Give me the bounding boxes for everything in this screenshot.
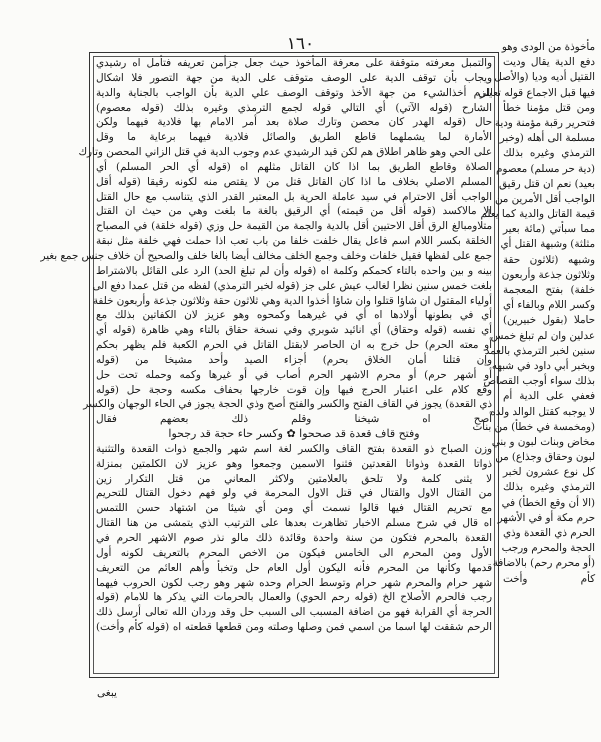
margin-line: الحجة والمحرم ورجب: [501, 542, 595, 555]
margin-line: كل نوع عشرون لخبر: [503, 466, 595, 479]
commentary-line: الشارح (قوله الآتي) أي التالي قوله لجمع الترمذي وغيره بذلك (قوله معصوم): [96, 101, 492, 114]
margin-line: مخاض وبنات لبون و بني: [491, 435, 595, 448]
page-number: ١٦٠: [286, 34, 315, 54]
margin-line: وكسر اللام وبالفاء أي: [503, 299, 595, 312]
commentary-line: وإن قتلنا أمان الخلاق بحرم) أجزاء الصيد وأحد مشيخا من (قوله: [96, 353, 492, 366]
margin-line: الحرم ذي القعدة وذي: [503, 527, 595, 539]
commentary-line: الأول ومن المحرم الى الخامس فيكون من الاخص المحرم بالتعريف لكونه أول: [96, 546, 492, 559]
commentary-line: أو معته الحرم) حل خرج به ان الحاصر لابقتل القاتل في الحرم الكعبة فلم يظهر بحكم: [96, 339, 492, 352]
margin-line: الترمذي وغيره بذلك: [503, 147, 595, 160]
commentary-line: متلاومبالغ الرق أقل الاحتيين أقل بالدية والجمة من القيمة حل وزي (قوله خلقة) في المصباح: [96, 220, 492, 233]
commentary-line: أي نفسه (قوله وحقاق) أي انائيد شوبري وفي نسخة حقاق بالتاء وهي ظاهرة (قوله أي: [96, 324, 492, 337]
commentary-line: ذي القعدة) يجوز في القاف الفتح والكسر والفتح أصح وذي الحجة يجوز في الحاء الوجهان والكسر: [83, 398, 492, 411]
margin-line: فيها قبل الاجماع قوله تعالى: [478, 86, 595, 99]
commentary-line: القعدة بالمحرم فتكون من سنة واحدة وقائدة ذلك مالو نذر صوم الاشهر الحرم في: [96, 532, 492, 544]
margin-line: سنين لخبر الترمذي بالعمد: [484, 344, 595, 357]
commentary-line: اه قال في شرح مسلم الاخبار تظاهرت بعدها على الترتيب الذي يتمشى من هنا القتال: [96, 517, 492, 530]
commentary-line: الخلقة بكسر اللام اسم فاعل يقال خلفت خلفا من باب تعب اذا حملت فهي خلفة مثل نبقة: [96, 235, 492, 248]
commentary-line: وزن الصباح ذو القعدة بفتح القاف والكسر لغة اسم شهر والجمع ذوات القعدة والتثنية: [96, 442, 492, 455]
commentary-line: أي في بطونها أولادها اه أي في غيرهما وكمحوه وهو عزيز لان الكفاتين بذلك مع: [96, 309, 492, 322]
margin-line: قيمة القاتل والدية كما يعلم: [480, 208, 595, 221]
commentary-line: مع تحريم القتال فيها قالوا نسمت أي ومن أي شيئا من اشتهاد حسن اللتمس: [96, 502, 492, 515]
catchword: يبغى: [97, 687, 117, 699]
commentary-line: الحرجة أي القرابة فهو من اضافة المسبب الى السبب حل وقد وردان الله تعالى أرسل ذلك: [96, 606, 492, 619]
commentary-line: ذواتا القعدة وذواتا القعدتين فثنوا الاسمين وجمعوا وهو عزيز لان الكلمتين بمنزلة: [96, 457, 492, 470]
commentary-line: جمع على لفظها فقيل خلفات وخلف وجمع الخلف مخالف أيضا بالغا خلف والصحيح أن خلاف جنس جمع بغير: [40, 249, 492, 262]
margin-line: مثلثة) وشبهة القتل أي: [500, 238, 595, 251]
commentary-line: قدمها وكأنها من المحرم فأنه اليكون أول العام حل وتخبأ وأهم العائم من التعريف: [96, 561, 492, 574]
commentary-line: ويجاب بأن توقف الدية على الوصف متوقف على الدية من جهة التصور فلا اشكال: [96, 71, 492, 84]
margin-line: فتحرير رقبة مؤمنة ودية: [494, 116, 595, 129]
commentary-line: أولياء المقتول ان شاؤا قتلوا وان شاؤا أخذوا الدية وهي ثلاثون حقة وثلاثون جذعة وأربعون خلفة: [92, 294, 492, 307]
commentary-line: بلغت خمس سنين نظرا لغالب عيش على جز (قوله لخبر الترمذي) لفظه من قتل عمدا دفع الى: [92, 279, 492, 292]
margin-line: وبخبر أبي داود في شبهه: [491, 359, 595, 372]
margin-line: الترمذي وغيره بذلك: [503, 481, 595, 494]
commentary-line: لا يثنى كلمة ولا تلحق بالعلامتين ولاكثر المعاني من قتل التكرار زين: [96, 472, 492, 485]
margin-line: فعفي على الدية أم: [503, 390, 595, 403]
margin-text-column: [472, 40, 595, 587]
margin-line: بعيد) نعم ان قتل رقيق: [499, 177, 595, 190]
margin-line: مأخوذة من الودى وهو: [501, 41, 595, 53]
margin-line: مسلمة الى أهله (وخبر: [499, 132, 595, 145]
margin-line: بذلك سواء أوجب القصاص: [483, 375, 595, 388]
commentary-line: الصلاة وقاطع الطريق بما اذا كان القاتل مثلهم اه (قوله أي الحر المسلم) أي: [96, 160, 492, 173]
margin-line: مما سبأتي (مائة بعير: [503, 223, 595, 236]
commentary-line: أصح اه شيخنا وقلم ذلك بعضهم فقال: [96, 413, 492, 426]
commentary-line: وقع كلام على اعتبار الحرج فيها وإن قوت خارجها بحفاف مكسه وحجة حل (قوله: [96, 383, 492, 396]
commentary-line: شهر حرام والمحرم شهر حرام وتوسط الحرام وحده شهر وهو رجب لكون الحروب فيهما: [96, 576, 492, 589]
margin-line: الواجب أقل الأمرين من: [494, 192, 595, 205]
commentary-line: رجب فالحرم الأصلاح الخ (قوله رحم الحوي) والعمال بالحرمات التي يذكر ها للامام (قوله: [96, 591, 492, 604]
margin-line: خلفة) بفتح المعجمة: [503, 284, 595, 296]
commentary-line: يلزم أخذالشيء من جهة الأخذ وتوقف الوصف علي الدية بأن الواجب بالجناية والدية: [96, 86, 492, 99]
margin-line: ومن قتل مؤمنا خطأ: [503, 101, 595, 114]
commentary-line: الرحم شققت لها اسما من اسمي فمن وصلها وصلته ومن قطعها قطعته اه (قوله كأم وأخت): [96, 621, 492, 634]
margin-line: (دية حر مسلم) معصوم: [496, 162, 595, 175]
margin-line: وشبهه (ثلاثون حقة: [503, 253, 595, 266]
margin-line: حاملا (بقول خبيرين): [503, 314, 595, 327]
commentary-line: الا مالاكسد (قوله أقل من قيمته) أي الرقيق بالغة ما بلغت وهي من حيث ان القتل: [96, 205, 492, 218]
margin-line: حرم مكة أو في الأشهر: [497, 511, 595, 524]
margin-line: (الا أن وقع الخطأ) في: [501, 496, 595, 509]
verse-line: وفتح قاف قعدة قد صححوا ✿ وكسر حاء حجة قد رجحوا: [168, 427, 420, 441]
commentary-line: المسلم الاصلي بخلاف ما اذا كان القاتل قتل من لا يقتص منه لكونه رقيقا (قوله أقل: [96, 175, 492, 188]
commentary-line: والتمبل معرفته متوقفة على معرفة المأخوذ حيث جعل جزأمن تعريفه فتأمل اه رشيدي: [96, 57, 492, 69]
commentary-line: بينه و بين واحده بالتاء كحمكم وكلمة اه (قوله وأن لم تبلغ الحد) الرد على القائل بالاشتراط: [96, 264, 492, 277]
margin-line: (ومخمسة في خطأ) من بنات: [472, 420, 595, 433]
margin-line: عدلين وان لم تبلغ خمس: [490, 329, 595, 342]
commentary-text-block: [40, 56, 492, 635]
margin-line: لبون وحقاق وجذاع) من: [495, 451, 595, 464]
margin-line: دفع الدية يقال وديت: [503, 56, 595, 69]
margin-line: لا يوجبه كقتل الوالد ولده: [490, 405, 595, 418]
margin-line: وثلاثون جذعة وأربعون: [501, 268, 595, 281]
margin-line: (أو محرم رحم) بالاضافة: [492, 557, 595, 570]
margin-line: القتيل أديه وديا (والأصل: [494, 71, 595, 84]
commentary-line: الأمارة لما يشملهما قاطع الطريق والصائل فلادية فيهما برعاية ما وقل: [96, 131, 492, 144]
commentary-line: من القتال الاول والقتال في قتل الاول المحرمة في ولو فهم دخول القتال للتحريم: [96, 487, 492, 500]
margin-line: كأم وأخت: [503, 572, 595, 585]
commentary-line: حال (قوله الهدر كان محصن وتارك صلاة بعد أمر الامام بها فلادية فيهما ولكن: [96, 116, 492, 129]
commentary-line: الواجب أقل الاحترام في سيد عاملة الحرية بل المعتبر القدر الذي يتناسب مع حال القتل: [96, 190, 492, 203]
commentary-line: أو أشهر حرم) أو محرم الاشهر الحرم أصاب في أو غيرها وكمه وحمله تحت حل: [96, 368, 492, 381]
commentary-line: على الحي وهو ظاهر اطلاق هم لكن قيد الرشيدي عدم وجوب الدية في قتل الزاني المحصن وتارك: [78, 146, 492, 159]
